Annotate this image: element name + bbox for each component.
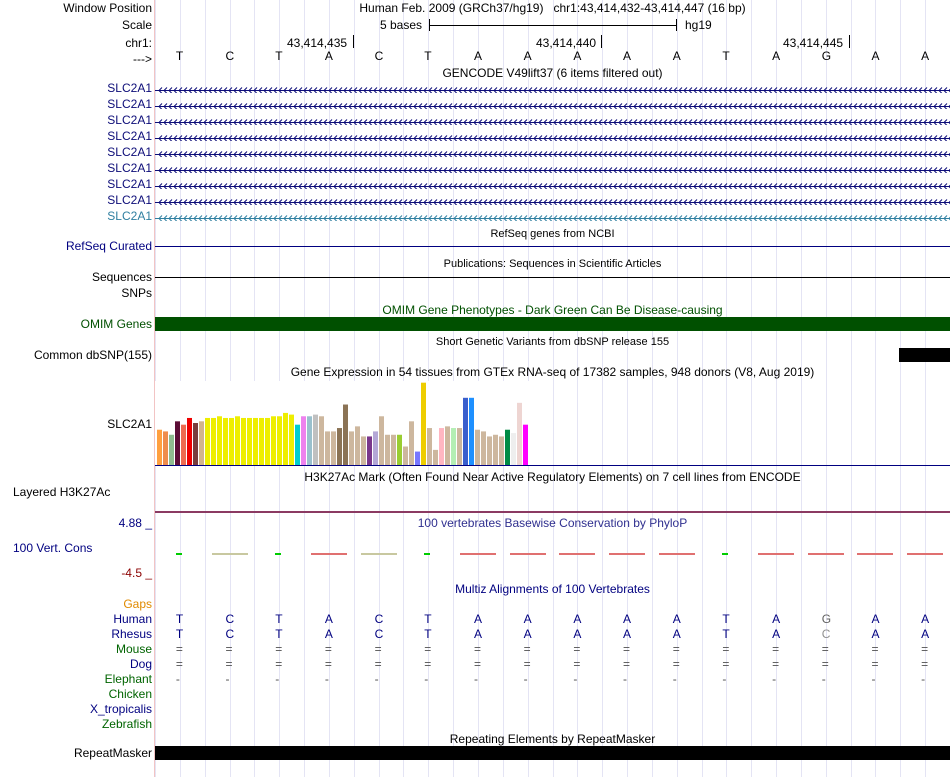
gtex-tissue-bar[interactable]	[277, 416, 282, 465]
multiz-base: =	[672, 642, 680, 656]
refseq-gene-line[interactable]	[155, 246, 950, 247]
phylop-mark	[659, 553, 695, 555]
multiz-base: T	[275, 627, 283, 641]
gencode-gene-label[interactable]: SLC2A1	[107, 177, 152, 191]
gtex-tissue-bar[interactable]	[265, 418, 270, 465]
multiz-base: A	[672, 612, 681, 626]
dbsnp-variant-block[interactable]	[899, 348, 950, 362]
multiz-base: =	[275, 642, 283, 656]
gencode-gene-arrow-line[interactable]	[155, 180, 950, 189]
multiz-species-label: Elephant	[104, 672, 152, 686]
multiz-base: A	[772, 627, 781, 641]
gtex-tissue-bar[interactable]	[427, 428, 432, 465]
phylop-mark	[510, 553, 546, 555]
gtex-tissue-bar[interactable]	[301, 416, 306, 465]
gtex-tissue-bar[interactable]	[469, 398, 474, 465]
phylop-mark	[907, 553, 943, 555]
gencode-gene-arrow-line[interactable]	[155, 84, 950, 93]
gtex-tissue-bar[interactable]	[253, 418, 258, 465]
multiz-base: T	[175, 612, 184, 626]
multiz-base: =	[821, 642, 829, 656]
scale-db-text: hg19	[685, 18, 712, 32]
gtex-tissue-bar[interactable]	[181, 425, 186, 465]
multiz-base: =	[275, 657, 283, 671]
gencode-gene-arrow-line[interactable]	[155, 116, 950, 125]
gtex-tissue-bar[interactable]	[391, 435, 396, 465]
base-letter: A	[573, 49, 582, 63]
multiz-base: -	[523, 672, 528, 686]
multiz-base: A	[623, 627, 632, 641]
base-letter: C	[225, 49, 235, 63]
base-letter: A	[672, 49, 681, 63]
gtex-tissue-bar[interactable]	[463, 398, 468, 465]
assembly-text: Human Feb. 2009 (GRCh37/hg19)	[359, 1, 544, 15]
gencode-gene-arrow-line[interactable]	[155, 212, 950, 221]
multiz-base: =	[722, 657, 730, 671]
multiz-base: -	[573, 672, 578, 686]
multiz-base: -	[722, 672, 727, 686]
multiz-base: =	[772, 657, 780, 671]
multiz-base: =	[324, 642, 332, 656]
gtex-tissue-bar[interactable]	[523, 425, 528, 465]
multiz-base: =	[821, 657, 829, 671]
multiz-base: =	[225, 657, 233, 671]
gencode-gene-arrow-line[interactable]	[155, 164, 950, 173]
phylop-mark	[808, 553, 844, 555]
tick-mark-3	[849, 35, 850, 48]
chrom-label: chr1:	[125, 36, 152, 50]
multiz-base: A	[623, 612, 632, 626]
multiz-track-title: Multiz Alignments of 100 Vertebrates	[455, 582, 650, 596]
publications-track-title: Publications: Sequences in Scientific Articles	[443, 258, 662, 270]
multiz-base: G	[821, 612, 832, 626]
phylop-mark	[460, 553, 496, 555]
gencode-gene-arrow-line[interactable]	[155, 132, 950, 141]
gtex-track-label[interactable]: SLC2A1	[107, 417, 152, 431]
repeatmasker-track-title: Repeating Elements by RepeatMasker	[449, 732, 656, 746]
gtex-tissue-bar[interactable]	[505, 430, 510, 465]
gencode-gene-arrow-line[interactable]	[155, 100, 950, 109]
repeatmasker-feature-bar[interactable]	[155, 746, 950, 760]
track-data-area[interactable]	[155, 0, 950, 777]
multiz-base: =	[374, 657, 382, 671]
phylop-mark	[609, 553, 645, 555]
gtex-tissue-bar[interactable]	[337, 428, 342, 465]
gtex-tissue-bar[interactable]	[199, 421, 204, 465]
base-letter: A	[324, 49, 333, 63]
multiz-species-label: Chicken	[108, 687, 152, 701]
gtex-tissue-bar[interactable]	[511, 433, 516, 465]
multiz-base: -	[772, 672, 777, 686]
gtex-tissue-bar[interactable]	[373, 431, 378, 465]
base-letter: T	[424, 49, 432, 63]
base-letter: A	[623, 49, 632, 63]
phylop-mark	[275, 553, 281, 555]
multiz-base: -	[921, 672, 926, 686]
gtex-tissue-bar[interactable]	[283, 413, 288, 465]
phylop-mark	[722, 553, 728, 555]
base-letter: C	[374, 49, 384, 63]
gtex-tissue-bar[interactable]	[445, 426, 450, 465]
base-letter: A	[523, 49, 532, 63]
multiz-base: C	[374, 627, 384, 641]
gtex-track-title: Gene Expression in 54 tissues from GTEx RNA-seq of 17382 samples, 948 donors (V8, Aug 2019)	[290, 365, 815, 379]
multiz-base: A	[871, 627, 880, 641]
gtex-tissue-bar[interactable]	[385, 435, 390, 465]
multiz-base: =	[772, 642, 780, 656]
multiz-base: =	[722, 642, 730, 656]
dbsnp-track-label[interactable]: Common dbSNP(155)	[33, 348, 152, 362]
multiz-base: =	[424, 642, 432, 656]
gtex-tissue-bar[interactable]	[451, 428, 456, 465]
multiz-base: A	[324, 612, 333, 626]
gtex-tissue-bar[interactable]	[217, 416, 222, 465]
publications-feature-line[interactable]	[155, 277, 950, 278]
base-letter: A	[772, 49, 781, 63]
gtex-tissue-bar[interactable]	[211, 418, 216, 465]
multiz-base: -	[324, 672, 329, 686]
base-letter: T	[275, 49, 283, 63]
refseq-track-title: RefSeq genes from NCBI	[490, 228, 615, 240]
multiz-base: =	[225, 642, 233, 656]
multiz-base: A	[871, 612, 880, 626]
multiz-base: =	[921, 657, 929, 671]
gtex-tissue-bar[interactable]	[493, 435, 498, 465]
phylop-mark	[311, 553, 347, 555]
refseq-track-label[interactable]: RefSeq Curated	[65, 239, 152, 253]
gtex-tissue-bar[interactable]	[343, 405, 348, 465]
multiz-base: =	[871, 642, 879, 656]
multiz-base: T	[424, 612, 432, 626]
multiz-base: C	[225, 627, 235, 641]
multiz-base: T	[175, 627, 184, 641]
multiz-base: A	[324, 627, 333, 641]
phylop-mark	[857, 553, 893, 555]
gtex-tissue-bar[interactable]	[229, 418, 234, 465]
tick-mark-1	[353, 35, 354, 48]
multiz-base: =	[175, 657, 183, 671]
multiz-base: =	[523, 642, 531, 656]
gtex-tissue-bar[interactable]	[475, 430, 480, 465]
base-letter: A	[921, 49, 930, 63]
multiz-base: C	[374, 612, 384, 626]
omim-feature-bar[interactable]	[155, 317, 950, 331]
multiz-base: =	[175, 642, 183, 656]
gtex-tissue-bar[interactable]	[223, 418, 228, 465]
multiz-base: -	[424, 672, 429, 686]
phylop-mark	[559, 553, 595, 555]
multiz-base: C	[225, 612, 235, 626]
track-label-column	[0, 0, 154, 777]
h3k27ac-signal-baseline	[155, 511, 950, 513]
phylop-min-label: -4.5 _	[121, 566, 152, 580]
tick-label-3: 43,414,445	[783, 36, 844, 50]
omim-track-title: OMIM Gene Phenotypes - Dark Green Can Be Disease-causing	[382, 303, 723, 317]
gtex-tissue-bar[interactable]	[295, 425, 300, 465]
gtex-tissue-bar[interactable]	[517, 403, 522, 465]
multiz-base: A	[573, 612, 582, 626]
omim-track-label[interactable]: OMIM Genes	[80, 317, 152, 331]
gtex-tissue-bar[interactable]	[259, 418, 264, 465]
multiz-species-label: Rhesus	[111, 627, 152, 641]
h3k27ac-track-title: H3K27Ac Mark (Often Found Near Active Regulatory Elements) on 7 cell lines from ENCODE	[304, 470, 801, 484]
gtex-tissue-bar[interactable]	[379, 416, 384, 465]
tick-label-2: 43,414,440	[536, 36, 597, 50]
scale-bar-text: 5 bases	[380, 18, 423, 32]
multiz-base: T	[722, 612, 730, 626]
multiz-species-label: Human	[113, 612, 152, 626]
multiz-base: =	[324, 657, 332, 671]
gtex-tissue-bar[interactable]	[235, 416, 240, 465]
gtex-tissue-bar[interactable]	[415, 452, 420, 465]
publications-snps-label[interactable]: SNPs	[121, 286, 152, 300]
gencode-gene-label[interactable]: SLC2A1	[107, 193, 152, 207]
multiz-base: =	[573, 642, 581, 656]
multiz-base: -	[473, 672, 478, 686]
multiz-base: =	[523, 657, 531, 671]
multiz-species-label: Dog	[129, 657, 152, 671]
publications-sequences-label[interactable]: Sequences	[91, 270, 152, 284]
multiz-base: -	[374, 672, 379, 686]
multiz-base: A	[573, 627, 582, 641]
gencode-gene-label[interactable]: SLC2A1	[107, 81, 152, 95]
multiz-species-label: X_tropicalis	[89, 702, 152, 716]
gencode-track-title: GENCODE V49lift37 (6 items filtered out)	[442, 66, 663, 80]
strand-label: --->	[133, 52, 152, 66]
multiz-base: =	[623, 657, 631, 671]
multiz-base: =	[921, 642, 929, 656]
multiz-species-label: Mouse	[115, 642, 152, 656]
multiz-base: -	[672, 672, 677, 686]
gtex-tissue-bar[interactable]	[487, 436, 492, 465]
gtex-tissue-bar[interactable]	[361, 436, 366, 465]
multiz-base: T	[275, 612, 283, 626]
multiz-base: -	[275, 672, 280, 686]
gtex-tissue-bar[interactable]	[289, 415, 294, 465]
gtex-tissue-bar[interactable]	[205, 418, 210, 465]
base-letter: G	[821, 49, 832, 63]
gtex-tissue-bar[interactable]	[307, 416, 312, 465]
phylop-mark	[212, 553, 248, 555]
tick-mark-2	[601, 35, 602, 48]
phylop-max-label: 4.88 _	[118, 516, 152, 530]
base-letter: T	[175, 49, 184, 63]
gtex-expression-chart[interactable]	[155, 381, 535, 466]
gtex-tissue-bar[interactable]	[403, 447, 408, 465]
gtex-tissue-bar[interactable]	[397, 435, 402, 465]
tick-label-1: 43,414,435	[287, 36, 348, 50]
multiz-species-label: Zebrafish	[101, 717, 152, 731]
gtex-baseline	[155, 465, 950, 466]
gtex-tissue-bar[interactable]	[319, 416, 324, 465]
phylop-mark	[176, 553, 182, 555]
gtex-tissue-bar[interactable]	[163, 431, 168, 465]
phylop-mark	[361, 553, 397, 555]
repeatmasker-track-label[interactable]: RepeatMasker	[73, 746, 152, 760]
gtex-tissue-bar[interactable]	[355, 426, 360, 465]
gencode-gene-label[interactable]: SLC2A1	[107, 209, 152, 223]
gtex-tissue-bar[interactable]	[169, 435, 174, 465]
multiz-base: T	[424, 627, 432, 641]
window-position-label: Window Position	[63, 1, 152, 15]
gencode-gene-arrow-line[interactable]	[155, 148, 950, 157]
base-letter: A	[871, 49, 880, 63]
gtex-tissue-bar[interactable]	[193, 423, 198, 465]
scale-bar	[429, 18, 677, 32]
multiz-base: =	[573, 657, 581, 671]
multiz-base: -	[821, 672, 826, 686]
gtex-tissue-bar[interactable]	[331, 431, 336, 465]
gencode-gene-label[interactable]: SLC2A1	[107, 161, 152, 175]
multiz-base: A	[473, 627, 482, 641]
gencode-gene-arrow-line[interactable]	[155, 196, 950, 205]
multiz-base: -	[871, 672, 876, 686]
base-letter: T	[722, 49, 730, 63]
gtex-tissue-bar[interactable]	[241, 418, 246, 465]
h3k27ac-track-label[interactable]: Layered H3K27Ac	[13, 485, 111, 499]
multiz-base: C	[821, 627, 831, 641]
multiz-base: T	[722, 627, 730, 641]
multiz-base: -	[225, 672, 230, 686]
gtex-tissue-bar[interactable]	[271, 416, 276, 465]
scale-label: Scale	[121, 18, 152, 32]
position-text: chr1:43,414,432-43,414,447 (16 bp)	[553, 1, 746, 15]
phylop-track-title: 100 vertebrates Basewise Conservation by PhyloP	[417, 516, 688, 530]
multiz-base: -	[175, 672, 180, 686]
gtex-tissue-bar[interactable]	[325, 431, 330, 465]
multiz-base: A	[921, 627, 930, 641]
multiz-base: =	[473, 642, 481, 656]
multiz-base: A	[523, 612, 532, 626]
gtex-tissue-bar[interactable]	[499, 436, 504, 465]
gtex-tissue-bar[interactable]	[187, 418, 192, 465]
gtex-tissue-bar[interactable]	[409, 421, 414, 465]
multiz-base: A	[672, 627, 681, 641]
phylop-track-label[interactable]: 100 Vert. Cons	[13, 541, 93, 555]
multiz-base: =	[473, 657, 481, 671]
multiz-base: A	[523, 627, 532, 641]
multiz-base: A	[473, 612, 482, 626]
gtex-tissue-bar[interactable]	[433, 450, 438, 465]
gtex-tissue-bar[interactable]	[247, 418, 252, 465]
gtex-tissue-bar[interactable]	[367, 436, 372, 465]
gtex-tissue-bar[interactable]	[439, 428, 444, 465]
base-letter: A	[473, 49, 482, 63]
multiz-gaps-label: Gaps	[123, 597, 152, 611]
multiz-base: =	[623, 642, 631, 656]
gtex-tissue-bar[interactable]	[157, 430, 162, 465]
gtex-tissue-bar[interactable]	[481, 431, 486, 465]
multiz-base: =	[672, 657, 680, 671]
dbsnp-track-title: Short Genetic Variants from dbSNP release 155	[435, 336, 670, 348]
gtex-tissue-bar[interactable]	[421, 383, 426, 465]
gencode-gene-label[interactable]: SLC2A1	[107, 97, 152, 111]
gtex-tissue-bar[interactable]	[457, 428, 462, 465]
gtex-tissue-bar[interactable]	[313, 415, 318, 465]
gencode-gene-label[interactable]: SLC2A1	[107, 145, 152, 159]
gencode-gene-label[interactable]: SLC2A1	[107, 129, 152, 143]
phylop-mark	[424, 553, 430, 555]
multiz-base: A	[921, 612, 930, 626]
gtex-tissue-bar[interactable]	[349, 431, 354, 465]
multiz-base: =	[871, 657, 879, 671]
multiz-base: -	[623, 672, 628, 686]
multiz-base: =	[374, 642, 382, 656]
gencode-gene-label[interactable]: SLC2A1	[107, 113, 152, 127]
multiz-base: =	[424, 657, 432, 671]
position-header	[155, 1, 950, 15]
multiz-base: A	[772, 612, 781, 626]
gtex-tissue-bar[interactable]	[175, 421, 180, 465]
phylop-mark	[758, 553, 794, 555]
